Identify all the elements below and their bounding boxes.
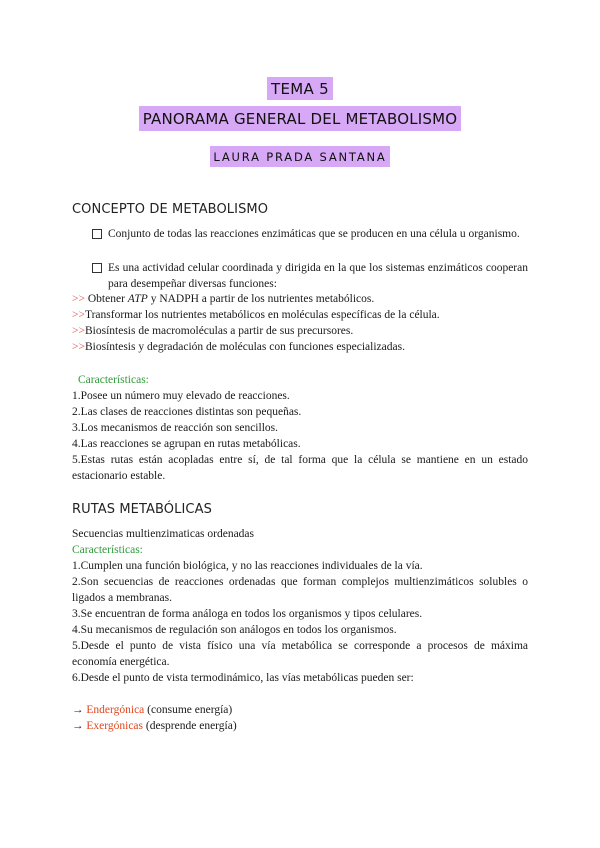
list-item — [72, 307, 528, 323]
list-item: 3.Los mecanismos de reacción son sencillos. — [72, 422, 278, 434]
checklist-item — [92, 226, 528, 242]
term-highlight: Exergónicas — [86, 720, 144, 732]
checklist-text: Conjunto de todas las reacciones enzimáticas que se producen en una célula u organismo. — [108, 228, 520, 240]
author-line — [0, 146, 600, 167]
list-item: 6.Desde el punto de vista termodinámico, las vías metabólicas pueden ser: — [72, 672, 414, 684]
list-item: 4.Las reacciones se agrupan en rutas metabólicas. — [72, 438, 301, 450]
document-title — [0, 106, 600, 131]
list-item-continued: economía energética. — [72, 656, 170, 668]
checklist-text: Es una actividad celular coordinada y dirigida en la que los sistemas enzimáticos cooperan para desempeñar diversas funciones: — [108, 262, 528, 290]
bullet-marker: >> — [72, 309, 85, 321]
bullet-text: Transformar los nutrientes metabólicos en moléculas específicas de la célula. — [84, 309, 440, 321]
arrow-item — [72, 702, 528, 718]
arrow-right-icon: → — [72, 704, 87, 716]
list-item: 5.Estas rutas están acopladas entre sí, de tal forma que la célula se mantiene en un estado — [72, 454, 528, 466]
bullet-text: Biosíntesis y degradación de moléculas con funciones especializadas. — [84, 341, 405, 353]
list-item: 5.Desde el punto de vista físico una vía metabólica se corresponde a procesos de máxima — [72, 640, 528, 652]
title-label: PANORAMA GENERAL DEL METABOLISMO — [139, 106, 462, 131]
list-item: 2.Las clases de reacciones distintas son pequeñas. — [72, 406, 302, 418]
section-subtitle: Secuencias multienzimaticas ordenadas — [72, 528, 255, 540]
author-label: LAURA PRADA SANTANA — [210, 146, 389, 167]
bullet-text: Obtener — [84, 293, 128, 305]
tema-heading — [0, 77, 600, 100]
term-description: (consume energía) — [144, 704, 233, 716]
section-heading-rutas: RUTAS METABÓLICAS — [72, 502, 212, 517]
arrow-right-icon: → — [72, 720, 87, 732]
list-item: 1.Posee un número muy elevado de reacciones. — [72, 390, 290, 402]
list-item — [72, 323, 528, 339]
bullet-marker: >> — [72, 325, 85, 337]
term-highlight: Endergónica — [86, 704, 145, 716]
list-item — [72, 339, 528, 355]
bullet-marker: >> — [72, 293, 85, 305]
list-item: 1.Cumplen una función biológica, y no las reacciones individuales de la vía. — [72, 560, 423, 572]
section-heading-concepto: CONCEPTO DE METABOLISMO — [72, 202, 269, 217]
characteristics-label: Características: — [78, 374, 149, 386]
list-item: 4.Su mecanismos de regulación son análogos en todos los organismos. — [72, 624, 397, 636]
list-item-continued: estacionario estable. — [72, 470, 166, 482]
checkbox-icon[interactable] — [92, 263, 102, 273]
list-item — [72, 291, 528, 307]
checklist-item — [92, 260, 528, 292]
tema-label: TEMA 5 — [267, 77, 333, 100]
list-item-continued: ligados a membranas. — [72, 592, 172, 604]
characteristics-label: Características: — [72, 544, 143, 556]
list-item: 3.Se encuentran de forma análoga en todos los organismos y tipos celulares. — [72, 608, 423, 620]
term-description: (desprende energía) — [143, 720, 237, 732]
arrow-item — [72, 718, 528, 734]
bullet-emphasis: ATP — [127, 293, 148, 305]
bullet-text: Biosíntesis de macromoléculas a partir de sus precursores. — [84, 325, 354, 337]
bullet-text: y NADPH a partir de los nutrientes metabólicos. — [147, 293, 375, 305]
list-item: 2.Son secuencias de reacciones ordenadas que forman complejos multienzimáticos solubles o — [72, 576, 528, 588]
bullet-marker: >> — [72, 341, 85, 353]
checkbox-icon[interactable] — [92, 229, 102, 239]
